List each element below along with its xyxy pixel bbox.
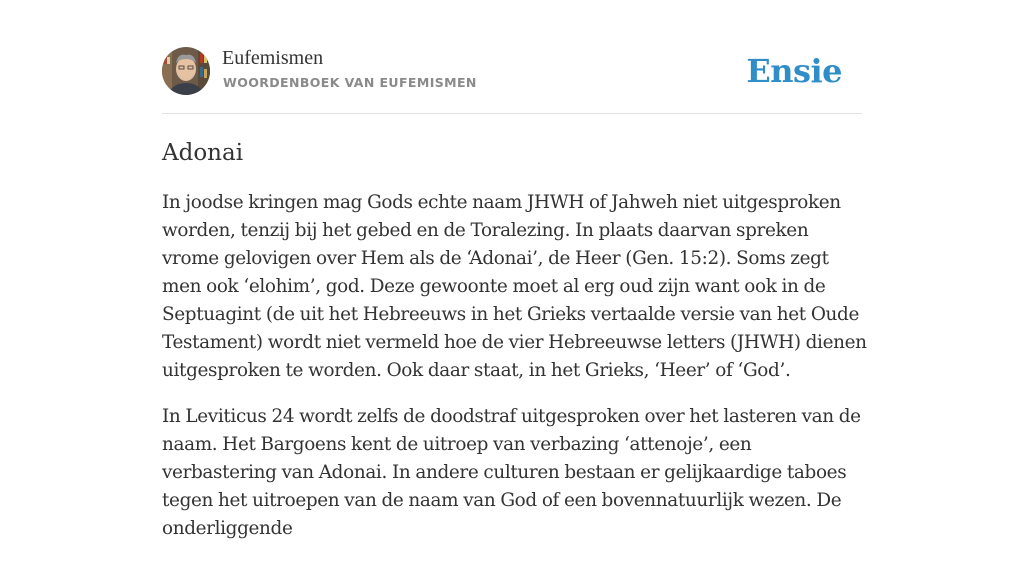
article-paragraph: In joodse kringen mag Gods echte naam JHWH of Jahweh niet uitgesproken worden, tenzij bij het gebed en de Toralezing. In plaats daarvan spreken vrome gelovigen over Hem als de ‘Adonai’, de Heer (Gen. 15:2). Soms zegt men ook ‘elohim’, god. Deze gewoonte moet al erg oud zijn want ook in de Septuagint (de uit het Hebreeuws in het Grieks vertaalde versie van het Oude Testament) wordt niet vermeld hoe de vier Hebreeuwse letters (JHWH) dienen uitgesproken te worden. Ook daar staat, in het Grieks, ‘Heer’ of ‘God’. <box>162 192 867 381</box>
author-name[interactable]: Eufemismen <box>222 47 324 69</box>
ensie-logo[interactable]: Ensie <box>746 52 842 90</box>
author-header <box>162 46 862 96</box>
dictionary-subtitle[interactable]: WOORDENBOEK VAN EUFEMISMEN <box>223 75 477 90</box>
author-avatar[interactable] <box>162 47 210 95</box>
article-paragraph: In Leviticus 24 wordt zelfs de doodstraf uitgesproken over het lasteren van de naam. Het Bargoens kent de uitroep van verbazing ‘attenoje’, een verbastering van Adonai. In andere culturen bestaan er gelijkaardige taboes tegen het uitroepen van de naam van God of een bovennatuurlijk wezen. De onderliggende <box>162 406 861 539</box>
article-body <box>162 189 868 561</box>
article-title: Adonai <box>162 140 244 166</box>
header-divider <box>162 113 862 114</box>
